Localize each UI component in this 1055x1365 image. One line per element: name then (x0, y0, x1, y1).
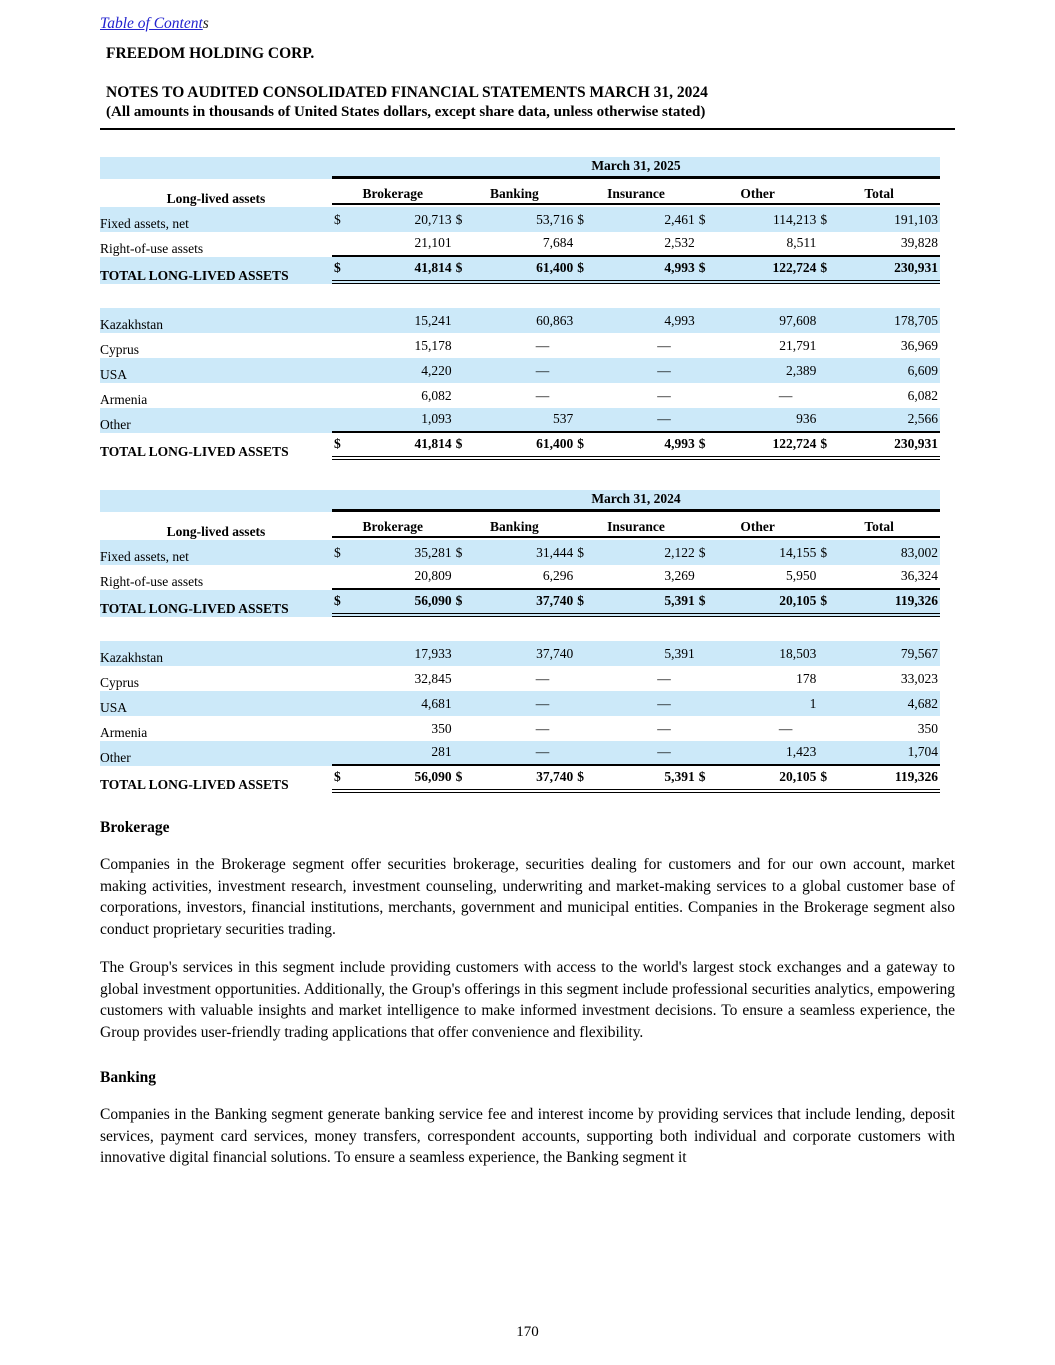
cell-value: 6,082 (907, 388, 938, 403)
period-header: March 31, 2024 (332, 491, 940, 512)
cell-value: 7,684 (542, 235, 574, 250)
table-of-contents-link[interactable]: Table of Content (100, 15, 203, 32)
column-header: Brokerage (332, 185, 454, 205)
cell-value: 350 (431, 721, 452, 736)
cell-value: 39,828 (900, 235, 938, 250)
dollar-sign: $ (820, 260, 828, 275)
cell-value: — (535, 744, 550, 759)
paragraph: Companies in the Brokerage segment offer securities brokerage, securities dealing for customers and for our own account, market making activities, investment research, investment counseling, underwriting and market-making services to a global customer base of corporations, investors, financial institutions, merchants, government and municipal entities. Companies in the Brokerage segment also conduct proprietary securities trading. (100, 856, 955, 938)
dollar-sign: $ (455, 769, 463, 784)
cell-value: — (657, 696, 671, 711)
column-header: Brokerage (332, 518, 454, 538)
cell-value: 56,090 (414, 593, 452, 608)
notes-subtitle: (All amounts in thousands of United States dollars, except share data, unless otherwise stated) (106, 104, 706, 120)
dollar-sign: $ (820, 212, 828, 227)
row-label: Other (100, 408, 332, 433)
cell-value: 122,724 (772, 436, 817, 451)
column-header: Total (818, 518, 940, 538)
cell-value: 2,532 (664, 235, 695, 250)
dollar-sign: $ (334, 260, 341, 275)
cell-value: 2,122 (664, 545, 695, 560)
table-row (100, 716, 940, 741)
row-label: USA (100, 691, 332, 716)
table-row (100, 512, 940, 540)
cell-value: 4,993 (664, 260, 695, 275)
cell-value: — (657, 744, 671, 759)
dollar-sign: $ (334, 545, 341, 560)
cell-value: 21,101 (414, 235, 452, 250)
table-row (100, 617, 940, 641)
cell-value: 15,178 (414, 338, 452, 353)
cell-value: 5,391 (664, 646, 695, 661)
cell-value: 61,400 (536, 436, 574, 451)
cell-value: 119,326 (894, 593, 938, 608)
cell-value: 2,566 (907, 411, 938, 426)
table-row (100, 766, 940, 793)
cell-value: 15,241 (414, 313, 452, 328)
page-number: 170 (516, 1324, 539, 1340)
cell-value: 53,716 (536, 212, 574, 227)
total-row-label: TOTAL LONG-LIVED ASSETS (100, 257, 332, 284)
cell-value: 83,002 (900, 545, 938, 560)
dollar-sign: $ (820, 769, 828, 784)
dollar-sign: $ (334, 436, 341, 451)
cell-value: 6,609 (907, 363, 938, 378)
table-row (100, 666, 940, 691)
table-of-contents-suffix: s (202, 15, 209, 32)
label-column-header: Long-lived assets (166, 191, 266, 206)
cell-value: 37,740 (536, 769, 574, 784)
table-row (100, 741, 940, 766)
dollar-sign: $ (820, 593, 828, 608)
cell-value: 122,724 (772, 260, 817, 275)
dollar-sign: $ (577, 545, 584, 560)
cell-value: — (535, 721, 550, 736)
row-label: Fixed assets, net (100, 207, 332, 232)
dollar-sign: $ (334, 593, 341, 608)
cell-value: 8,511 (786, 235, 817, 250)
cell-value: — (535, 338, 550, 353)
table-row (100, 157, 940, 179)
cell-value: 37,740 (536, 646, 574, 661)
cell-value: 2,461 (664, 212, 695, 227)
cell-value: 1,093 (421, 411, 452, 426)
cell-value: 3,269 (664, 568, 695, 583)
cell-value: 1,704 (907, 744, 938, 759)
table-row (100, 179, 940, 207)
paragraph: Companies in the Banking segment generate banking service fee and interest income by providing services that include lending, deposit services, payment card services, money transfers, correspondent accounts, supporting both individual and corporate customers with innovative digital financial solutions. To ensure a seamless experience, the Banking segment it (100, 1106, 955, 1166)
period-header: March 31, 2025 (332, 158, 940, 179)
cell-value: 1 (809, 696, 817, 711)
cell-value: 17,933 (414, 646, 452, 661)
cell-value: 14,155 (779, 545, 817, 560)
cell-value: — (657, 721, 671, 736)
cell-value: 20,809 (414, 568, 452, 583)
dollar-sign: $ (455, 593, 463, 608)
cell-value: 4,993 (664, 436, 695, 451)
dollar-sign: $ (577, 260, 584, 275)
cell-value: 6,082 (421, 388, 452, 403)
cell-value: 178,705 (894, 313, 938, 328)
cell-value: — (535, 696, 550, 711)
cell-value: 191,103 (894, 212, 938, 227)
cell-value: 5,950 (786, 568, 817, 583)
cell-value: 5,391 (664, 593, 695, 608)
table-row (100, 565, 940, 590)
cell-value: 18,503 (779, 646, 817, 661)
long-lived-assets-table-2025 (100, 157, 940, 460)
cell-value: 56,090 (414, 769, 452, 784)
dollar-sign: $ (577, 436, 584, 451)
row-label: Right-of-use assets (100, 241, 204, 256)
row-label: Kazakhstan (100, 641, 332, 666)
cell-value: 20,105 (779, 769, 817, 784)
cell-value: 41,814 (414, 260, 452, 275)
cell-value: 4,682 (907, 696, 938, 711)
cell-value: — (657, 411, 671, 426)
dollar-sign: $ (698, 436, 706, 451)
cell-value: 32,845 (414, 671, 452, 686)
cell-value: 1,423 (786, 744, 817, 759)
row-label: Fixed assets, net (100, 540, 332, 565)
table-section-spacer (100, 617, 940, 641)
row-label: USA (100, 358, 332, 383)
table-row (100, 590, 940, 617)
row-label: Other (100, 741, 332, 766)
cell-value: 20,105 (779, 593, 817, 608)
cell-value: 97,608 (779, 313, 817, 328)
dollar-sign: $ (577, 769, 584, 784)
cell-value: 230,931 (894, 260, 938, 275)
cell-value: 33,023 (900, 671, 938, 686)
cell-value: 37,740 (536, 593, 574, 608)
long-lived-assets-table-2024 (100, 490, 940, 793)
dollar-sign: $ (577, 212, 584, 227)
cell-value: 20,713 (414, 212, 452, 227)
dollar-sign: $ (698, 260, 706, 275)
cell-value: 36,969 (900, 338, 938, 353)
table-row (100, 408, 940, 433)
table-section-spacer (100, 284, 940, 308)
dollar-sign: $ (698, 212, 706, 227)
cell-value: 6,296 (542, 568, 574, 583)
table-row (100, 691, 940, 716)
column-header: Banking (454, 185, 576, 205)
row-label: Cyprus (100, 675, 140, 690)
total-row-label: TOTAL LONG-LIVED ASSETS (100, 777, 289, 792)
column-header: Insurance (575, 518, 697, 538)
table-row (100, 284, 940, 308)
row-label: Right-of-use assets (100, 574, 204, 589)
cell-value: 4,220 (421, 363, 452, 378)
cell-value: 61,400 (536, 260, 574, 275)
cell-value: 5,391 (664, 769, 695, 784)
table-row (100, 207, 940, 232)
table-row (100, 308, 940, 333)
dollar-sign: $ (455, 545, 463, 560)
dollar-sign: $ (455, 260, 463, 275)
cell-value: — (778, 388, 793, 403)
cell-value: 4,993 (664, 313, 695, 328)
column-header: Total (818, 185, 940, 205)
table-row (100, 333, 940, 358)
company-name: FREEDOM HOLDING CORP. (106, 45, 315, 62)
row-label: Kazakhstan (100, 308, 332, 333)
section-heading-banking: Banking (100, 1069, 157, 1086)
dollar-sign: $ (334, 212, 341, 227)
cell-value: 41,814 (414, 436, 452, 451)
cell-value: 36,324 (900, 568, 938, 583)
period-row-spacer (100, 490, 332, 512)
cell-value: 114,213 (773, 212, 817, 227)
cell-value: 35,281 (414, 545, 452, 560)
cell-value: — (657, 388, 671, 403)
table-row (100, 232, 940, 257)
paragraph: The Group's services in this segment include providing customers with access to the world's largest stock exchanges and a gateway to global investment opportunities. Additionally, the Group's offerings in this segment include professional securities analytics, empowering customers with valuable insights and market intelligence to make informed investment decisions. To ensure a seamless experience, the Group provides user-friendly trading applications that offer convenience and flexibility. (100, 959, 955, 1041)
table-row (100, 490, 940, 512)
cell-value: 537 (552, 411, 574, 426)
dollar-sign: $ (577, 593, 584, 608)
cell-value: — (657, 363, 671, 378)
table-row (100, 433, 940, 460)
row-label: Cyprus (100, 342, 140, 357)
row-label: Armenia (100, 392, 148, 407)
cell-value: — (778, 721, 793, 736)
dollar-sign: $ (455, 436, 463, 451)
column-header: Insurance (575, 185, 697, 205)
header-divider (100, 128, 955, 130)
cell-value: 60,863 (536, 313, 574, 328)
breadcrumb (100, 15, 955, 33)
section-heading-brokerage: Brokerage (100, 819, 170, 836)
cell-value: 2,389 (786, 363, 817, 378)
table-row (100, 540, 940, 565)
cell-value: — (657, 671, 671, 686)
dollar-sign: $ (820, 436, 828, 451)
cell-value: 21,791 (779, 338, 817, 353)
row-label: Armenia (100, 725, 148, 740)
dollar-sign: $ (698, 769, 706, 784)
period-row-spacer (100, 157, 332, 179)
cell-value: 119,326 (894, 769, 938, 784)
total-row-label: TOTAL LONG-LIVED ASSETS (100, 444, 289, 459)
cell-value: 4,681 (421, 696, 452, 711)
label-column-header: Long-lived assets (166, 524, 266, 539)
cell-value: 79,567 (900, 646, 938, 661)
notes-title: NOTES TO AUDITED CONSOLIDATED FINANCIAL STATEMENTS MARCH 31, 2024 (106, 84, 708, 101)
dollar-sign: $ (698, 593, 706, 608)
cell-value: — (657, 338, 671, 353)
cell-value: 350 (917, 721, 938, 736)
cell-value: 936 (796, 411, 817, 426)
cell-value: 178 (796, 671, 817, 686)
dollar-sign: $ (334, 769, 341, 784)
table-row (100, 358, 940, 383)
column-header: Banking (454, 518, 576, 538)
table-row (100, 383, 940, 408)
cell-value: — (535, 671, 550, 686)
dollar-sign: $ (698, 545, 706, 560)
cell-value: — (535, 388, 550, 403)
cell-value: 230,931 (894, 436, 938, 451)
dollar-sign: $ (455, 212, 463, 227)
dollar-sign: $ (820, 545, 828, 560)
cell-value: 281 (431, 744, 452, 759)
total-row-label: TOTAL LONG-LIVED ASSETS (100, 590, 332, 617)
table-row (100, 641, 940, 666)
cell-value: — (535, 363, 550, 378)
table-row (100, 257, 940, 284)
column-header: Other (697, 185, 819, 205)
column-header: Other (697, 518, 819, 538)
cell-value: 31,444 (536, 545, 574, 560)
